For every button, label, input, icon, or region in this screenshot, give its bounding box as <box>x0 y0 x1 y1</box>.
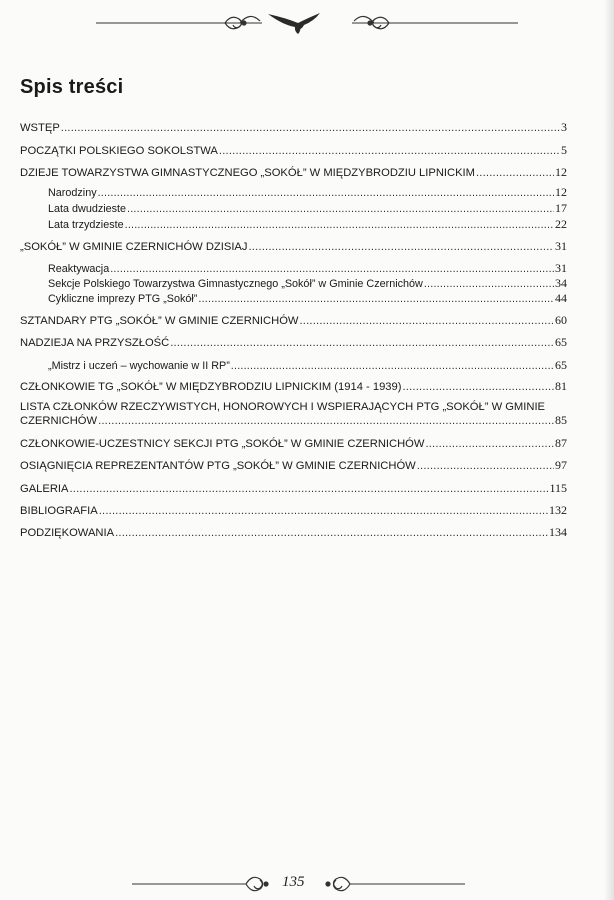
toc-entry-page: 65 <box>555 335 567 349</box>
dot-leader <box>99 505 548 518</box>
toc-entry-title: GALERIA <box>20 483 69 495</box>
dot-leader <box>219 145 560 158</box>
toc-entry <box>20 504 567 518</box>
bottom-ornament <box>0 864 614 900</box>
toc-entry-title: Sekcje Polskiego Towarzystwa Gimnastycznego „Sokół” w Gminie Czernichów <box>48 278 423 290</box>
toc-entry-page: 81 <box>555 379 567 393</box>
toc-entry-title: NADZIEJA NA PRZYSZŁOŚĆ <box>20 337 170 349</box>
toc-entry-page: 132 <box>549 503 567 517</box>
toc-subentry <box>48 202 567 216</box>
toc-entry <box>20 166 567 180</box>
dot-leader <box>417 460 554 473</box>
toc-entry-page: 44 <box>555 291 567 305</box>
toc-entry-page: 85 <box>555 413 567 427</box>
toc-entry-page: 31 <box>555 239 567 253</box>
toc-entry <box>20 314 567 328</box>
toc-subentry <box>48 262 567 276</box>
toc-entry-title: BIBLIOGRAFIA <box>20 505 98 517</box>
dot-leader <box>425 438 554 451</box>
toc-entry-page: 31 <box>555 261 567 275</box>
toc-entry-page: 34 <box>555 276 567 290</box>
page-number: 135 <box>282 874 305 890</box>
toc-entry <box>20 401 567 428</box>
toc-entry-title-continued: CZERNICHÓW <box>20 415 98 427</box>
toc-entry-title: SZTANDARY PTG „SOKÓŁ” W GMINIE CZERNICHÓW <box>20 315 299 327</box>
dot-leader <box>299 315 554 328</box>
toc-entry-page: 17 <box>555 201 567 215</box>
toc-entry-title: WSTĘP <box>20 122 60 134</box>
toc-entry-page: 12 <box>555 165 567 179</box>
toc-entry-page: 134 <box>549 525 567 539</box>
toc-subentry <box>48 359 567 373</box>
dot-leader <box>402 381 554 394</box>
toc-entry <box>20 459 567 473</box>
toc-entry-title: „Mistrz i uczeń – wychowanie w II RP” <box>48 360 230 372</box>
toc-entry-page: 65 <box>555 358 567 372</box>
toc-entry-title: CZŁONKOWIE-UCZESTNICY SEKCJI PTG „SOKÓŁ” W GMINIE CZERNICHÓW <box>20 438 425 450</box>
page-title: Spis treści <box>20 76 124 98</box>
dot-leader <box>98 415 554 428</box>
toc-subentry <box>48 277 567 291</box>
toc-entry-title: Reaktywacja <box>48 263 110 275</box>
flourish-right-icon <box>326 877 350 890</box>
dot-leader <box>61 122 560 135</box>
toc-entry-page: 5 <box>561 143 567 157</box>
dot-leader <box>198 293 554 306</box>
toc-subentry <box>48 186 567 200</box>
toc-entry-page: 12 <box>555 185 567 199</box>
toc-entry <box>20 144 567 158</box>
dot-leader <box>115 527 548 540</box>
toc-entry <box>20 336 567 350</box>
toc-entry-title: OSIĄGNIĘCIA REPREZENTANTÓW PTG „SOKÓŁ” W GMINIE CZERNICHÓW <box>20 460 416 472</box>
dot-leader <box>170 337 554 350</box>
toc-entry-page: 87 <box>555 436 567 450</box>
toc-entry-page: 115 <box>549 481 567 495</box>
toc-entry-title: PODZIĘKOWANIA <box>20 527 115 539</box>
dot-leader <box>424 278 554 291</box>
toc-entry <box>20 380 567 394</box>
toc-entry-title: DZIEJE TOWARZYSTWA GIMNASTYCZNEGO „SOKÓŁ” W MIĘDZYBRODZIU LIPNICKIM <box>20 167 475 179</box>
toc-entry-title: CZŁONKOWIE TG „SOKÓŁ” W MIĘDZYBRODZIU LIPNICKIM (1914 - 1939) <box>20 381 402 393</box>
dot-leader <box>125 219 554 232</box>
toc-entry-page: 3 <box>561 120 567 134</box>
toc-entry <box>20 482 567 496</box>
toc-entry <box>20 437 567 451</box>
toc-entry-page: 97 <box>555 458 567 472</box>
dot-leader <box>248 241 554 254</box>
toc-entry <box>20 121 567 135</box>
dot-leader <box>70 483 549 496</box>
dot-leader <box>110 263 554 276</box>
dot-leader <box>231 360 554 373</box>
dot-leader <box>98 187 554 200</box>
toc-entry-title: Narodziny <box>48 187 97 199</box>
toc-entry-title: Lata trzydzieste <box>48 219 124 231</box>
toc-entry-title: Lata dwudzieste <box>48 203 127 215</box>
toc-entry-page: 60 <box>555 313 567 327</box>
flourish-left-icon <box>246 877 268 890</box>
toc-subentry <box>48 292 567 306</box>
dot-leader <box>127 203 554 216</box>
toc-entry-title: Cykliczne imprezy PTG „Sokół” <box>48 293 198 305</box>
toc-entry <box>20 526 567 540</box>
toc-subentry <box>48 218 567 232</box>
dot-leader <box>476 167 554 180</box>
toc-entry-title: „SOKÓŁ” W GMINIE CZERNICHÓW DZISIAJ <box>20 241 248 253</box>
toc-entry-page: 22 <box>555 217 567 231</box>
toc-entry-title: LISTA CZŁONKÓW RZECZYWISTYCH, HONOROWYCH I WSPIERAJĄCYCH PTG „SOKÓŁ” W GMINIE <box>20 401 546 413</box>
toc-entry <box>20 240 567 254</box>
toc-entry-title: POCZĄTKI POLSKIEGO SOKOLSTWA <box>20 145 218 157</box>
